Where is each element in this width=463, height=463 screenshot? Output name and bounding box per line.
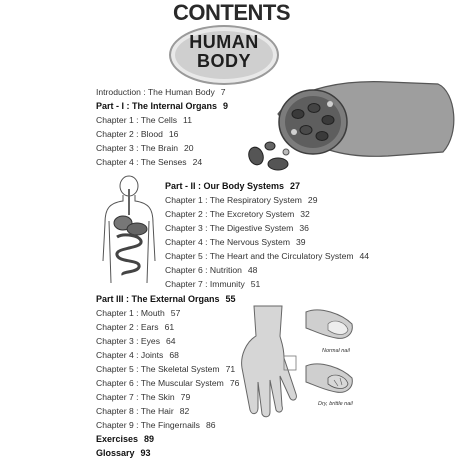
toc-entry-page: 64 <box>166 336 176 346</box>
toc-entry-label: Chapter 7 : Immunity <box>165 279 245 289</box>
toc-entry-label: Chapter 2 : The Excretory System <box>165 209 295 219</box>
toc-entry-label: Chapter 1 : The Respiratory System <box>165 195 302 205</box>
toc-entry-page: 36 <box>299 223 309 233</box>
toc-entry-label: Chapter 4 : The Nervous System <box>165 237 290 247</box>
book-title-line1: HUMAN <box>189 32 259 52</box>
toc-entry-page: 11 <box>183 115 192 125</box>
toc-entry-page: 24 <box>192 157 203 167</box>
toc-entry-part2-ch1[interactable] <box>165 195 317 205</box>
toc-entry-page: 32 <box>300 209 310 219</box>
toc-entry-part1-ch2[interactable] <box>96 129 178 139</box>
toc-entry-page: 44 <box>359 251 370 261</box>
toc-entry-page: 89 <box>144 434 155 444</box>
toc-entry-label: Part - I : The Internal Organs <box>96 101 218 111</box>
toc-entry-page: 29 <box>307 195 318 205</box>
toc-entry-part3-ch3[interactable] <box>96 336 176 346</box>
toc-entry-page: 76 <box>229 378 240 388</box>
toc-entry-label: Exercises <box>96 434 139 444</box>
normal-nail-caption: Normal nail <box>322 348 350 354</box>
toc-entry-page: 68 <box>169 350 179 360</box>
toc-entry-page: 71 <box>225 364 236 374</box>
toc-entry-label: Chapter 6 : Nutrition <box>165 265 242 275</box>
toc-entry-label: Chapter 1 : The Cells <box>96 115 178 125</box>
toc-entry-label: Part III : The External Organs <box>96 294 220 304</box>
toc-entry-page: 48 <box>247 265 258 275</box>
dry-nail-illustration <box>306 360 356 398</box>
toc-entry-introduction[interactable] <box>96 87 226 97</box>
toc-entry-page: 39 <box>295 237 306 247</box>
toc-entry-part3-ch2[interactable] <box>96 322 174 332</box>
toc-entry-part1-ch4[interactable] <box>96 157 202 167</box>
toc-entry-page: 79 <box>180 392 191 402</box>
toc-entry-part2-ch2[interactable] <box>165 209 310 219</box>
toc-entry-part2-ch3[interactable] <box>165 223 309 233</box>
toc-entry-label: Introduction : The Human Body <box>96 87 215 97</box>
toc-entry-part3-ch4[interactable] <box>96 350 179 360</box>
toc-entry-part3-ch1[interactable] <box>96 308 180 318</box>
toc-entry-part2-ch7[interactable] <box>165 279 260 289</box>
toc-entry-page: 82 <box>179 406 190 416</box>
toc-entry-page: 9 <box>223 101 229 111</box>
toc-entry-part2-ch6[interactable] <box>165 265 257 275</box>
toc-entry-part2-ch4[interactable] <box>165 237 306 247</box>
toc-entry-label: Chapter 3 : The Brain <box>96 143 179 153</box>
toc-entry-part-2[interactable] <box>165 181 300 191</box>
toc-entry-label: Chapter 4 : The Senses <box>96 157 187 167</box>
toc-entry-page: 61 <box>164 322 175 332</box>
toc-entry-label: Chapter 3 : The Digestive System <box>165 223 294 233</box>
toc-entry-page: 27 <box>290 181 301 191</box>
toc-entry-part-1[interactable] <box>96 101 228 111</box>
toc-entry-label: Chapter 2 : Ears <box>96 322 159 332</box>
toc-entry-part3-ch8[interactable] <box>96 406 189 416</box>
toc-entry-page: 7 <box>220 87 226 97</box>
toc-entry-part1-ch1[interactable] <box>96 115 192 125</box>
toc-entry-glossary[interactable] <box>96 448 151 458</box>
toc-entry-page: 16 <box>168 129 179 139</box>
toc-entry-label: Chapter 1 : Mouth <box>96 308 165 318</box>
page-title: CONTENTS <box>173 0 290 25</box>
toc-entry-page: 20 <box>184 143 194 153</box>
toc-entry-page: 93 <box>140 448 151 458</box>
book-title <box>169 33 279 71</box>
toc-entry-part3-ch9[interactable] <box>96 420 216 430</box>
book-title-line2: BODY <box>196 51 251 71</box>
toc-entry-part1-ch3[interactable] <box>96 143 194 153</box>
toc-entry-label: Glossary <box>96 448 135 458</box>
toc-entry-page: 55 <box>225 294 236 304</box>
toc-entry-page: 86 <box>205 420 216 430</box>
toc-entry-label: Chapter 8 : The Hair <box>96 406 174 416</box>
toc-entry-label: Part - II : Our Body Systems <box>165 181 285 191</box>
toc-entry-part2-ch5[interactable] <box>165 251 369 261</box>
hand-illustration <box>236 306 302 418</box>
toc-entry-part3-ch7[interactable] <box>96 392 190 402</box>
toc-entry-page: 51 <box>250 279 261 289</box>
toc-entry-page: 57 <box>170 308 181 318</box>
toc-entry-label: Chapter 9 : The Fingernails <box>96 420 200 430</box>
toc-entry-label: Chapter 6 : The Muscular System <box>96 378 224 388</box>
toc-entry-exercises[interactable] <box>96 434 154 444</box>
toc-entry-label: Chapter 2 : Blood <box>96 129 163 139</box>
toc-entry-label: Chapter 5 : The Skeletal System <box>96 364 220 374</box>
normal-nail-illustration <box>306 306 354 346</box>
toc-entry-label: Chapter 7 : The Skin <box>96 392 175 402</box>
human-body-illustration <box>99 175 159 285</box>
toc-entry-label: Chapter 3 : Eyes <box>96 336 161 346</box>
blood-vessel-illustration <box>238 74 463 174</box>
toc-entry-part3-ch6[interactable] <box>96 378 239 388</box>
toc-entry-label: Chapter 4 : Joints <box>96 350 164 360</box>
toc-entry-part-3[interactable] <box>96 294 236 304</box>
dry-nail-caption: Dry, brittle nail <box>318 401 353 407</box>
toc-entry-label: Chapter 5 : The Heart and the Circulatory System <box>165 251 354 261</box>
toc-entry-part3-ch5[interactable] <box>96 364 235 374</box>
